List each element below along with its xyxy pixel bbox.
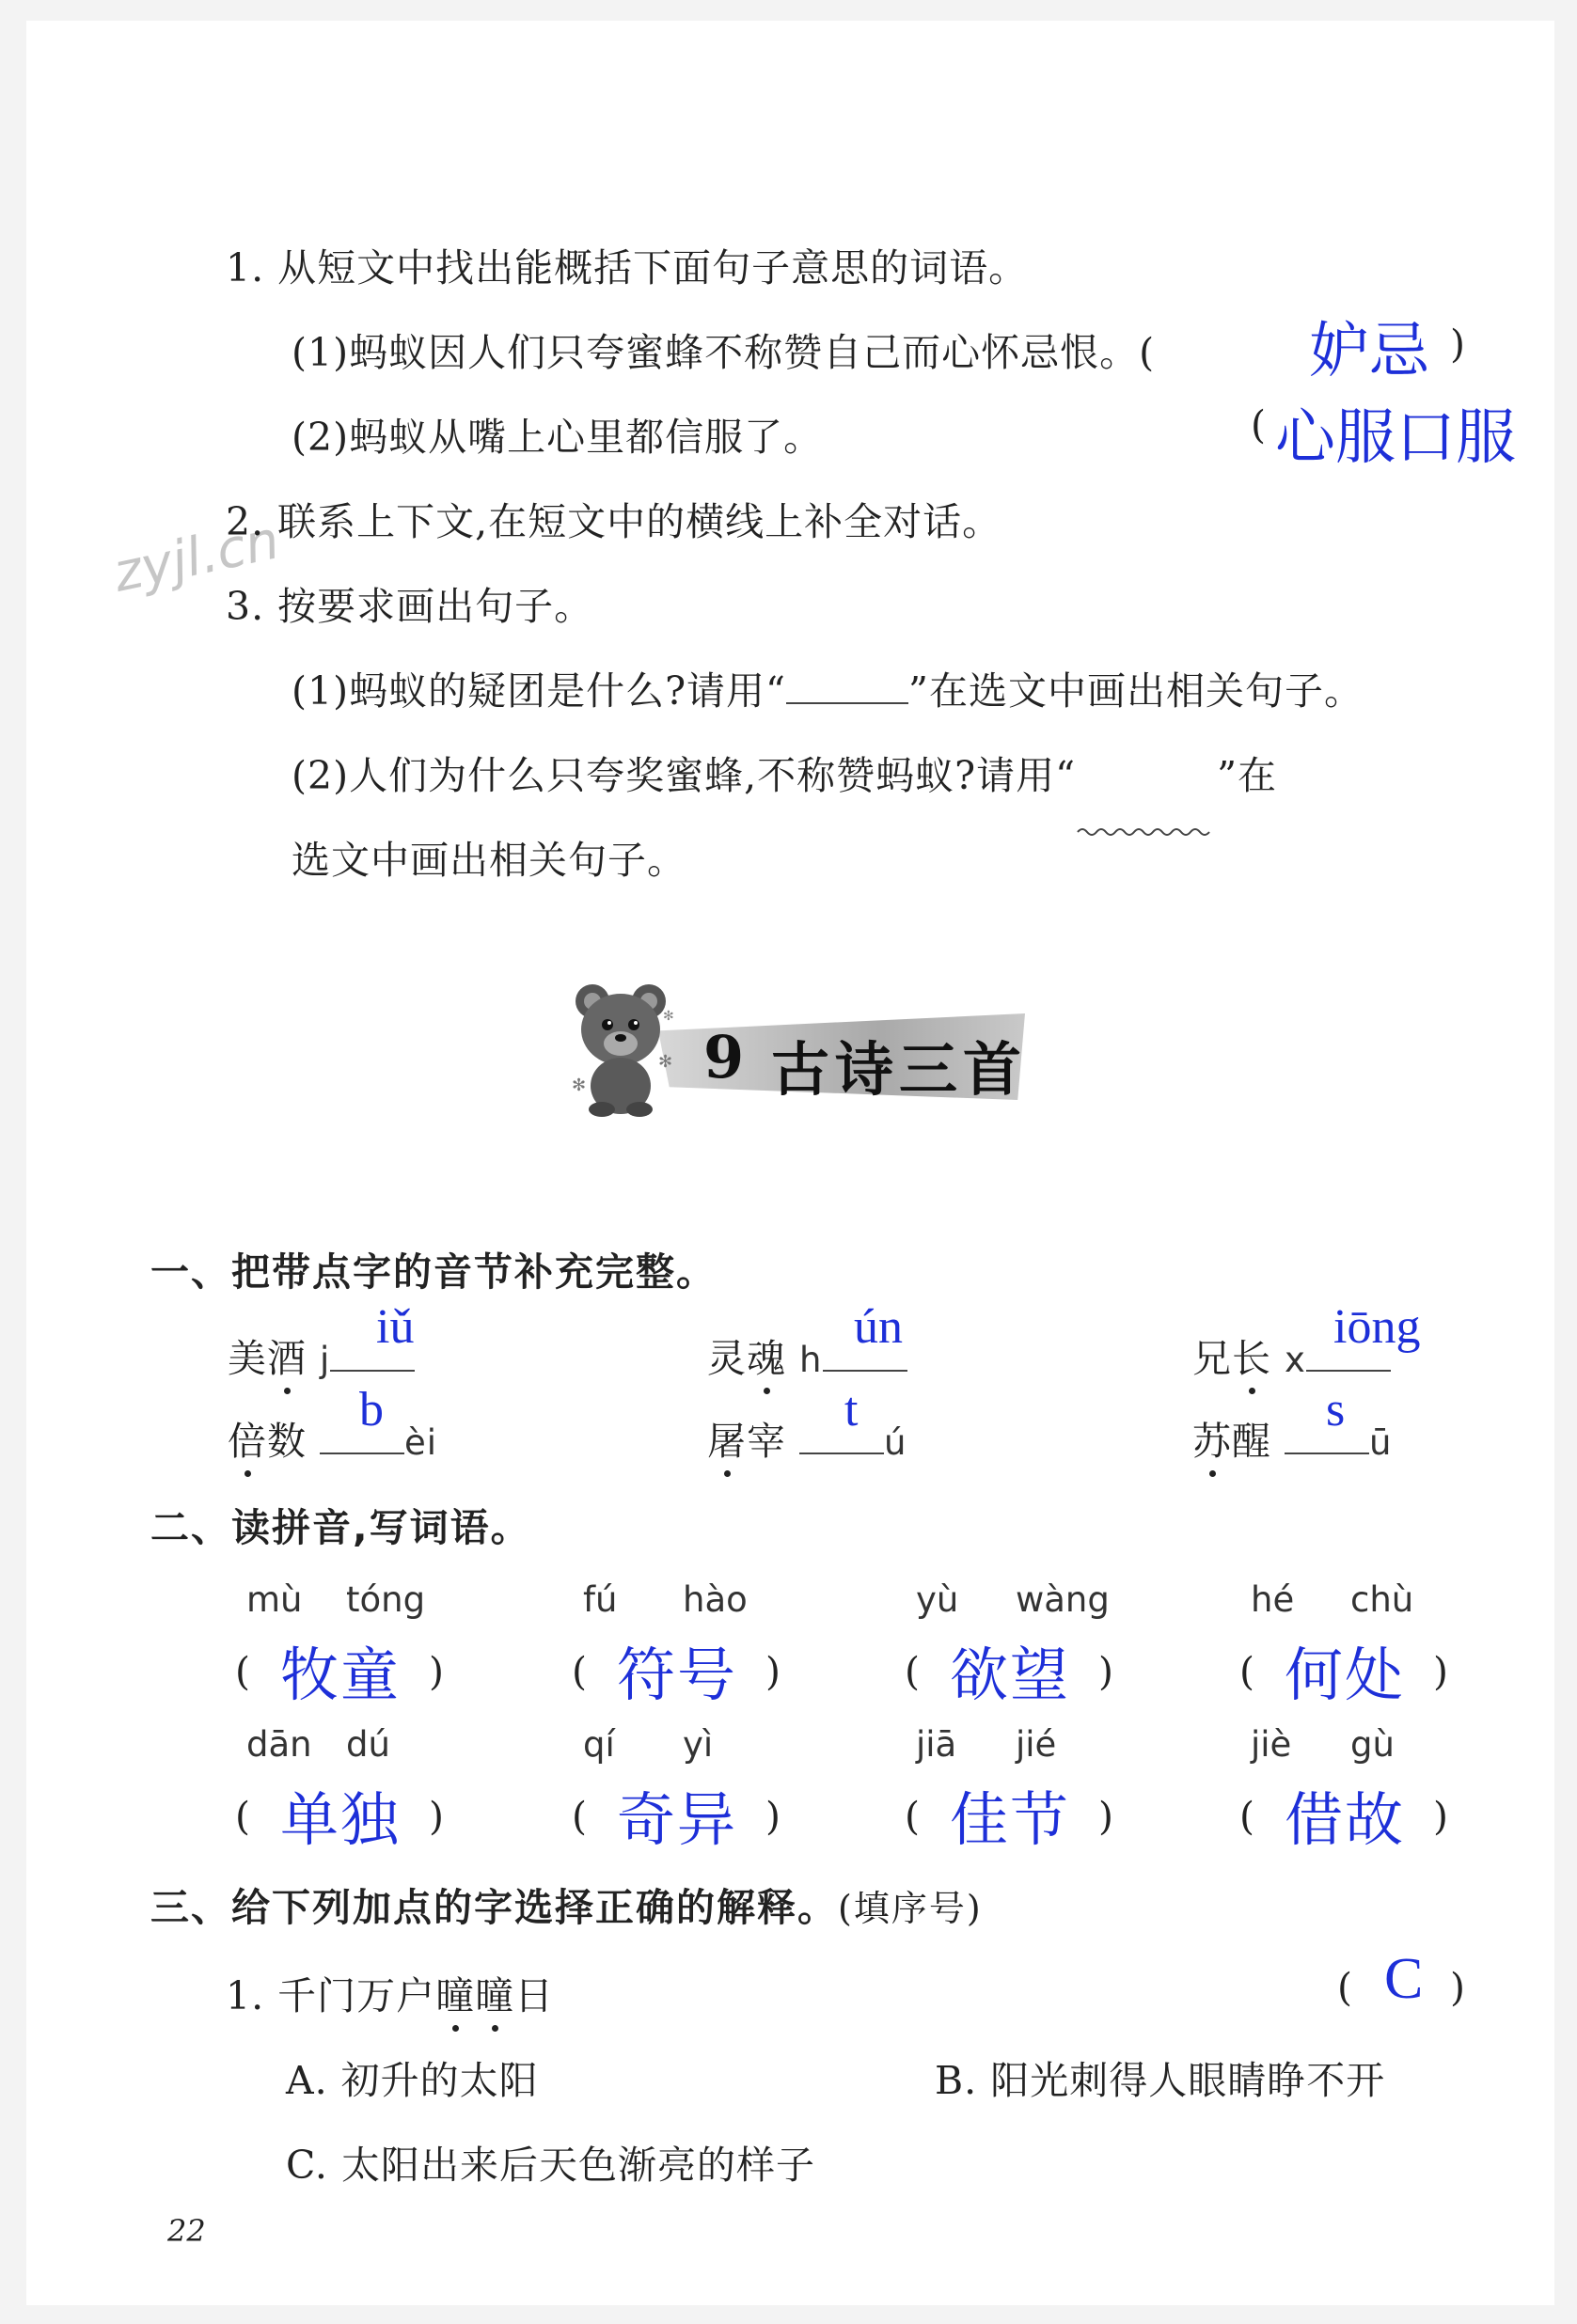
part1-item-5 [707,1410,907,1466]
part2-answer: 欲望 [950,1644,1071,1708]
q3-sub2-text-b: ”在 [1217,753,1278,798]
part1-item-4-blank [320,1452,404,1454]
part2-pinyin-1: jiā [916,1724,957,1765]
part1-item-5-answer: t [844,1383,859,1437]
part1-item-5-blank [799,1452,884,1454]
part1-item-1-blank [330,1370,415,1372]
part1-item-1-given: j [320,1340,331,1380]
part2-pinyin-2: chù [1350,1579,1414,1620]
part2-paren-close: ) [429,1649,444,1694]
part3-q1-text-end: 日 [514,1973,555,2018]
part2-answer: 奇异 [617,1789,738,1853]
part3-heading-text: 三、给下列加点的字选择正确的解释。 [150,1885,838,1930]
part2-pinyin-2: gù [1350,1724,1395,1765]
part2-pinyin-1: yù [916,1579,959,1620]
part2-paren-close: ) [1433,1649,1448,1694]
part1-item-6-dotted-char: 苏 [1192,1419,1232,1464]
watermark: zyjl.cn [108,510,285,605]
part2-answer: 牧童 [280,1644,402,1708]
part2-answer: 何处 [1285,1644,1406,1708]
part1-item-3-given: x [1285,1340,1306,1380]
part1-item-3-dotted-char: 长 [1232,1336,1271,1381]
q3-sub1-text-b: ”在选文中画出相关句子。 [908,668,1364,714]
part3-heading [150,1876,983,1932]
part2-pinyin-2: tóng [346,1579,426,1620]
part3-q1-text: 1. 千门万户 [226,1973,436,2018]
part2-pinyin-1: dān [246,1724,312,1765]
q3-sub2-cont: 选文中画出相关句子。 [292,838,686,883]
part1-item-2-dotted-char: 魂 [747,1336,786,1381]
q3-sub1 [292,660,1364,715]
part1-item-5-dotted-char: 屠 [707,1419,747,1464]
svg-text:✻: ✻ [663,1009,674,1024]
q3-sub2-text-a: (2)人们为什么只夸奖蜜蜂,不称赞蚂蚁?请用“ [292,753,1077,798]
part2-answer: 借故 [1285,1789,1406,1853]
lesson-number: 9 [703,1023,750,1091]
part1-item-4-given: èi [404,1422,438,1463]
part1-item-4-answer: b [359,1383,384,1437]
part2-paren-open: ( [235,1649,250,1694]
part1-item-6-answer: s [1326,1383,1346,1437]
lesson-title: 古诗三首 [771,1035,1028,1104]
part3-option-c: C. 太阳出来后天色渐亮的样子 [286,2143,815,2188]
part3-option-b: B. 阳光刺得人眼睛睁不开 [935,2058,1386,2103]
part2-answer: 佳节 [950,1789,1071,1853]
part2-paren-open: ( [905,1794,920,1839]
part2-answer: 单独 [280,1789,402,1853]
part2-answer: 符号 [617,1644,738,1708]
q3-stem: 3. 按要求画出句子。 [226,584,594,629]
part2-pinyin-1: qí [583,1724,615,1765]
part1-item-3-blank [1306,1370,1391,1372]
part3-q1-paren-open: ( [1337,1965,1352,2010]
part2-paren-open: ( [905,1649,920,1694]
part2-paren-close: ) [1433,1794,1448,1839]
part1-item-3-char: 兄 [1192,1336,1232,1381]
part2-paren-open: ( [572,1794,587,1839]
part3-q1-answer: C [1384,1947,1424,2011]
part2-paren-close: ) [1098,1649,1113,1694]
part2-paren-close: ) [429,1794,444,1839]
part1-item-6-blank [1285,1452,1369,1454]
part1-item-5-char: 宰 [747,1419,786,1464]
part2-paren-open: ( [235,1794,250,1839]
part3-heading-note: (填序号) [838,1888,983,1929]
q3-sub2 [292,745,1277,800]
part1-item-6-char: 醒 [1232,1419,1271,1464]
part1-item-4 [228,1410,437,1466]
q1-stem: 1. 从短文中找出能概括下面句子意思的词语。 [226,245,1029,290]
q3-sub1-text-a: (1)蚂蚁的疑团是什么?请用“ [292,668,787,714]
q1-sub2-open: ( [1251,402,1267,448]
part2-pinyin-1: hé [1251,1579,1295,1620]
part2-pinyin-2: wàng [1016,1579,1110,1620]
q1-sub2-answer: 心服口服 [1275,404,1516,471]
part2-paren-close: ) [765,1794,781,1839]
q1-sub1: (1)蚂蚁因人们只夸蜜蜂不称赞自己而心怀忌恨。( [292,330,1156,375]
part1-item-2-blank [823,1370,907,1372]
part2-paren-open: ( [1239,1649,1254,1694]
part3-q1-paren-close: ) [1450,1965,1465,2010]
part1-item-1-char: 美 [228,1336,267,1381]
wavy-line-icon [1076,824,1217,840]
part2-paren-open: ( [1239,1794,1254,1839]
part3-q1-dotted-char-2: 曈 [475,1973,515,2018]
part1-item-1-answer: iǔ [376,1300,415,1354]
part1-item-6-given: ū [1369,1422,1393,1463]
part1-item-2-char: 灵 [707,1336,747,1381]
part1-item-4-dotted-char: 倍 [228,1419,267,1464]
part2-heading: 二、读拼音,写词语。 [150,1505,531,1550]
part2-pinyin-2: hào [683,1579,748,1620]
part2-paren-close: ) [765,1649,781,1694]
straight-underline-sample [786,702,908,704]
part2-pinyin-2: dú [346,1724,390,1765]
q1-sub1-close: ) [1450,322,1466,367]
part1-item-5-given: ú [884,1422,907,1463]
part1-item-2-answer: ún [854,1300,903,1354]
bear-icon [564,978,686,1119]
part2-pinyin-1: jiè [1251,1724,1292,1765]
part1-item-2-given: h [799,1340,823,1380]
svg-text:✻: ✻ [658,1052,673,1072]
part1-item-1-dotted-char: 酒 [267,1336,307,1381]
part2-pinyin-2: jié [1016,1724,1057,1765]
part1-item-4-char: 数 [267,1419,307,1464]
part2-pinyin-1: mù [246,1579,303,1620]
q1-sub1-answer: 妒忌 [1309,318,1429,385]
svg-text:✻: ✻ [572,1076,587,1095]
part2-paren-close: ) [1098,1794,1113,1839]
part2-paren-open: ( [572,1649,587,1694]
part2-pinyin-2: yì [683,1724,714,1765]
part3-option-a: A. 初升的太阳 [286,2058,539,2103]
page-number: 22 [167,2213,206,2249]
part1-item-6 [1192,1410,1393,1466]
q2-stem: 2. 联系上下文,在短文中的横线上补全对话。 [226,499,1002,544]
part1-heading: 一、把带点字的音节补充完整。 [150,1249,717,1295]
part3-q1 [226,1965,554,2020]
part2-pinyin-1: fú [583,1579,618,1620]
part1-item-3-answer: iōng [1333,1300,1421,1354]
part3-q1-dotted-char-1: 曈 [435,1973,476,2018]
q1-sub2: (2)蚂蚁从嘴上心里都信服了。 [292,415,824,460]
